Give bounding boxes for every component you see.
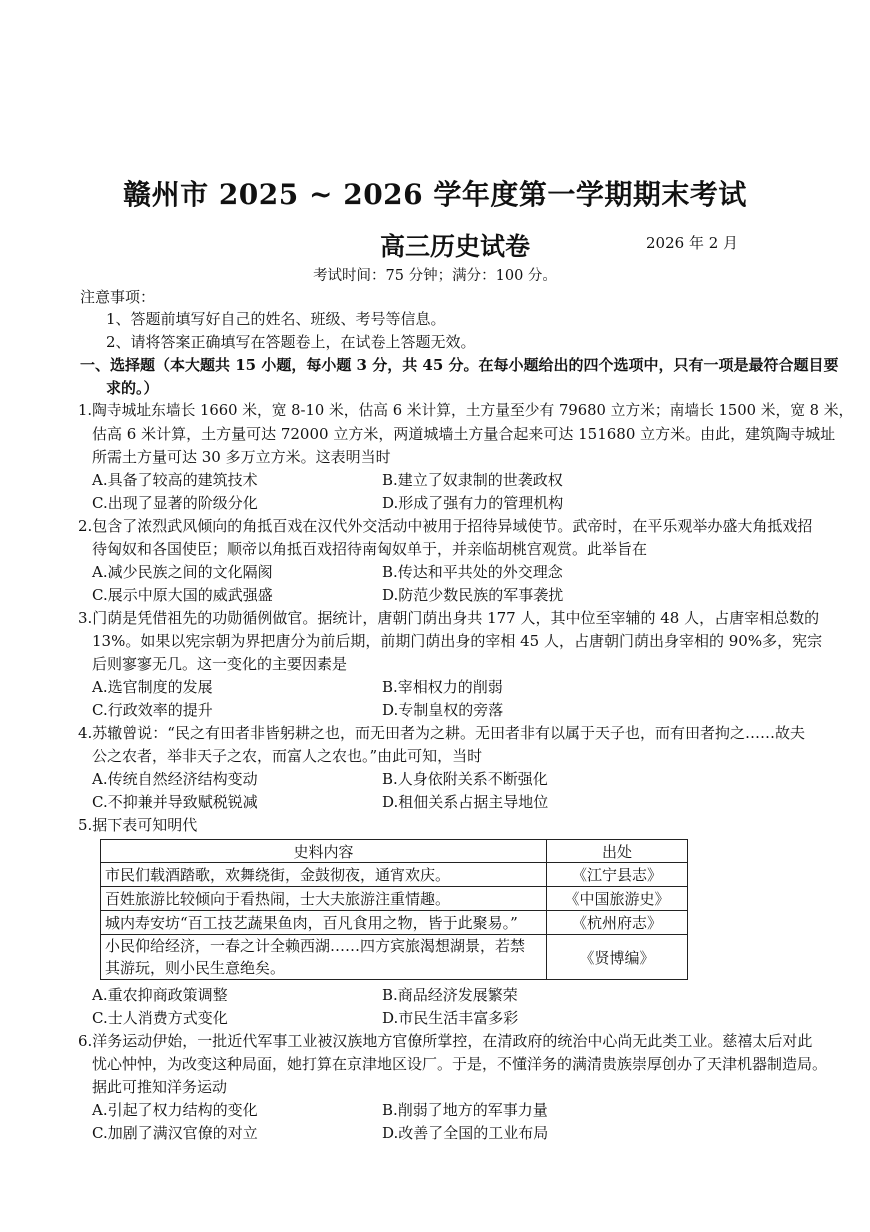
- question-3-option-c[interactable]: C.行政效率的提升: [92, 701, 213, 719]
- question-2-text: 2.包含了浓烈武风倾向的角抵百戏在汉代外交活动中被用于招待异域使节。武帝时，在平乐观举办盛大角抵戏招: [78, 517, 813, 535]
- table-row: [101, 887, 688, 911]
- question-1-text: 1.陶寺城址东墙长 1660 米，宽 8-10 米，估高 6 米计算，土方量至少有 79680 立方米；南墙长 1500 米，宽 8 米，: [78, 402, 854, 419]
- exam-subtitle: 高三历史试卷: [380, 232, 531, 261]
- table-cell-content: 市民们载酒踏歌，欢舞绕街，金鼓彻夜，通宵欢庆。: [101, 863, 547, 887]
- notice-heading: 注意事项：: [80, 288, 156, 306]
- question-5-option-c[interactable]: C.士人消费方式变化: [92, 1009, 228, 1027]
- table-cell-line: 小民仰给经济，一春之计全赖西湖……四方宾旅渴想湖景，若禁: [105, 937, 526, 955]
- question-6-text: 据此可推知洋务运动: [92, 1078, 228, 1096]
- question-2-option-c[interactable]: C.展示中原大国的威武强盛: [92, 586, 273, 604]
- table-cell-source: 《中国旅游史》: [547, 887, 688, 911]
- question-6-option-c[interactable]: C.加剧了满汉官僚的对立: [92, 1124, 258, 1142]
- question-6-option-d[interactable]: D.改善了全国的工业布局: [382, 1124, 549, 1142]
- question-1-option-b[interactable]: B.建立了奴隶制的世袭政权: [382, 471, 563, 489]
- table-row: [101, 863, 688, 887]
- table-cell-content: 百姓旅游比较倾向于看热闹，士大夫旅游注重情趣。: [101, 887, 547, 911]
- question-6-option-a[interactable]: A.引起了权力结构的变化: [92, 1101, 258, 1119]
- question-5-option-d[interactable]: D.市民生活丰富多彩: [382, 1009, 519, 1027]
- table-cell-source: 《杭州府志》: [547, 911, 688, 935]
- table-cell-source: 《江宁县志》: [547, 863, 688, 887]
- question-1-option-d[interactable]: D.形成了强有力的管理机构: [382, 494, 564, 512]
- source-table: [100, 839, 688, 980]
- table-cell-line: 其游玩，则小民生意绝矣。: [105, 959, 286, 977]
- exam-info: 考试时间：75 分钟；满分：100 分。: [313, 268, 557, 284]
- question-4-option-c[interactable]: C.不抑兼并导致赋税锐减: [92, 793, 258, 811]
- table-row: [101, 911, 688, 935]
- question-5-option-b[interactable]: B.商品经济发展繁荣: [382, 986, 518, 1004]
- question-3-option-b[interactable]: B.宰相权力的削弱: [382, 678, 503, 696]
- question-4-text: 4.苏辙曾说：“民之有田者非皆躬耕之也，而无田者为之耕。无田者非有以属于天子也，而有田者拘之……故夫: [78, 724, 805, 742]
- notice-item: 2、请将答案正确填写在答题卷上，在试卷上答题无效。: [106, 333, 476, 351]
- exam-date: 2026 年 2 月: [646, 234, 739, 252]
- question-4-option-d[interactable]: D.租佃关系占据主导地位: [382, 793, 549, 811]
- question-2-option-b[interactable]: B.传达和平共处的外交理念: [382, 563, 563, 581]
- table-header-content: 史料内容: [101, 840, 547, 863]
- question-4-option-b[interactable]: B.人身依附关系不断强化: [382, 770, 548, 788]
- question-1-text: 估高 6 米计算，土方量可达 72000 立方米，两道城墙土方量合起来可达 151680 立方米。由此，建筑陶寺城址: [92, 425, 836, 443]
- question-4-text: 公之农者，举非天子之农，而富人之农也。”由此可知，当时: [92, 747, 483, 765]
- table-cell-content: [101, 935, 547, 980]
- question-3-text: 后则寥寥无几。这一变化的主要因素是: [92, 655, 348, 673]
- question-3-text: 3.门荫是凭借祖先的功勋循例做官。据统计，唐朝门荫出身共 177 人，其中位至宰辅的 48 人，占唐宰相总数的: [78, 609, 820, 627]
- question-3-text: 13%。如果以宪宗朝为界把唐分为前后期，前期门荫出身的宰相 45 人，占唐朝门荫出身宰相的 90%多，宪宗: [92, 632, 823, 650]
- question-3-option-a[interactable]: A.选官制度的发展: [92, 678, 213, 696]
- exam-title: 赣州市 2025 ~ 2026 学年度第一学期期末考试: [123, 178, 747, 211]
- table-row: [101, 935, 688, 980]
- table-cell-content: 城内寿安坊“百工技艺蔬果鱼肉，百凡食用之物，皆于此聚易。”: [101, 911, 547, 935]
- question-2-option-a[interactable]: A.减少民族之间的文化隔阂: [92, 563, 273, 581]
- question-4-option-a[interactable]: A.传统自然经济结构变动: [92, 770, 258, 788]
- question-5-text: 5.据下表可知明代: [78, 816, 198, 834]
- notice-item: 1、答题前填写好自己的姓名、班级、考号等信息。: [106, 310, 446, 328]
- question-1-option-a[interactable]: A.具备了较高的建筑技术: [92, 471, 258, 489]
- question-5-option-a[interactable]: A.重农抑商政策调整: [92, 986, 228, 1004]
- question-1-option-c[interactable]: C.出现了显著的阶级分化: [92, 494, 258, 512]
- question-1-text: 所需土方量可达 30 多万立方米。这表明当时: [92, 448, 391, 466]
- table-cell-source: 《贤博编》: [547, 935, 688, 980]
- section-heading-cont: 求的。）: [106, 379, 159, 397]
- question-6-option-b[interactable]: B.削弱了地方的军事力量: [382, 1101, 548, 1119]
- table-header-source: 出处: [547, 840, 688, 863]
- question-6-text: 6.洋务运动伊始，一批近代军事工业被汉族地方官僚所掌控，在清政府的统治中心尚无此类工业。慈禧太后对此: [78, 1032, 813, 1050]
- section-heading: 一、选择题（本大题共 15 小题，每小题 3 分，共 45 分。在每小题给出的四个选项中，只有一项是最符合题目要: [80, 356, 839, 374]
- question-6-text: 忧心忡忡，为改变这种局面，她打算在京津地区设厂。于是，不懂洋务的满清贵族崇厚创办了天津机器制造局。: [92, 1055, 828, 1073]
- question-3-option-d[interactable]: D.专制皇权的旁落: [382, 701, 504, 719]
- question-2-text: 待匈奴和各国使臣；顺帝以角抵百戏招待南匈奴单于，并亲临胡桃宫观赏。此举旨在: [92, 540, 648, 558]
- question-2-option-d[interactable]: D.防范少数民族的军事袭扰: [382, 586, 564, 604]
